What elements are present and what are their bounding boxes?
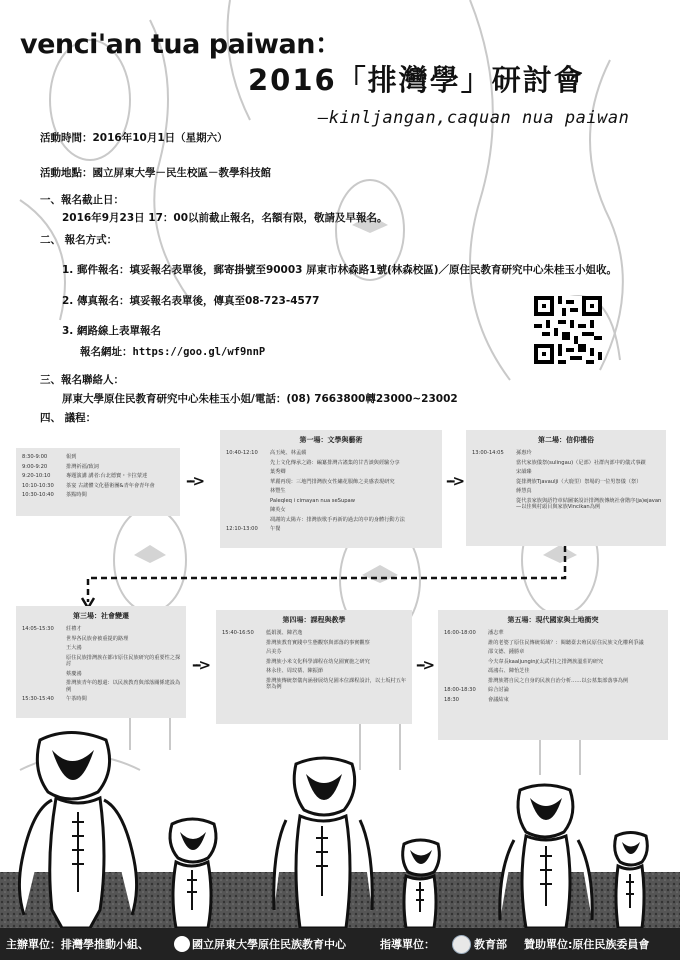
ministry-logo-icon [452,935,471,954]
agenda-row: 蔣慧真 [516,488,532,494]
agenda-row: Paleqleq i cimayan nua seSupaw [270,497,355,504]
contact-text: 屏東大學原住民教育研究中心朱桂玉小姐/電話：(08) 7663800轉23000~23002 [62,393,458,405]
contact-heading: 三、報名聯絡人： [40,374,124,386]
agenda-row: 蔡慶鴻 [66,670,82,677]
agenda-row: 12:10-13:00 午餐 [226,526,281,532]
agenda-row: 10:40-12:10 高玉純、林孟蘋 [226,450,307,456]
method-fax: 2. 傳真報名：填妥報名表單後，傳真至08-723-4577 [62,295,320,307]
agenda-opening-box [16,448,180,516]
agenda-row: 15:40-16:50 藍娟漢、陳君逸 [222,630,303,636]
session4-title: 第四場：課程與教學 [282,616,346,624]
paiwan-figures-illustration [0,720,680,928]
title-line2: 2016「排灣學」研討會 [248,63,585,97]
agenda-row: 18:00-18:30 綜合討論 [444,687,509,693]
agenda-row: 宋韻臻 [516,469,532,475]
agenda-rows [16,454,180,502]
session1-title: 第一場：文學與藝術 [299,436,363,444]
footer-guide: 指導單位： [380,938,435,951]
agenda-row: 8:30-9:00 報到 [22,454,77,460]
agenda-row: 9:00-9:20 排灣祈福/致詞 [22,463,99,470]
agenda-row: 排灣族小米文化科學課程在幼兒園實施之研究 [266,658,370,665]
agenda-row: 葉秀卿 [270,469,286,475]
session2-title: 第二場：信仰禮俗 [538,436,594,444]
agenda-row: 陳英女 [270,507,286,513]
agenda-row: 凋謝的太陽卉：排灣族歌手再新的過去的中的身體行動方法 [270,516,405,523]
agenda-row: 排灣族教育實踐中生態觀察與部落的事實觀察 [266,639,370,646]
agenda-row: 王大鴻 [66,645,82,651]
footer-center: 國立屏東大學原住民族教育中心 [192,938,346,951]
agenda-row: 當代家族儀祭(sulingau)（足部）社群內部中的儀式事蹟 [516,459,646,466]
agenda-session2-box [466,430,666,546]
agenda-row: 林豐生 [270,488,286,494]
agenda-row: 16:00-18:00 潘志華 [444,630,504,636]
university-logo-icon [174,936,190,952]
agenda-row: 排灣族青年的想還：以民族教育與部落關係建設為例 [66,680,181,693]
agenda-row: 排灣族傳統祭儀內涵發展幼兒園本位課程設計，以土坂村五年祭為例 [266,677,407,690]
event-time: 活動時間：2016年10月1日（星期六） [40,132,228,144]
agenda-row: 10:10-10:30 茶宴 古謠體文化藝術團&青年會青年會 [22,482,155,489]
flow-arrow-icon: --> [186,472,203,490]
agenda-row: 15:30-15:40 午茶時間 [22,696,87,702]
agenda-row: 邵文德、鍾勝章 [488,649,525,655]
method-mail: 1. 郵件報名：填妥報名表單後，郵寄掛號至90003 屏東市林森路1號(林森校區)／原住民教育研究中心朱桂玉小姐收。 [62,264,618,276]
method-heading: 二、 報名方式： [40,234,118,246]
agenda-row: 排灣族將自民之自身的民族自治分析……以公墓集部落事為例 [488,677,629,684]
agenda-row: 從代表家族與語符章結圖案設計排灣族傳統社會階序(ja)ejavan—以佳興村頭目與家族Vincikan為例 [516,497,662,510]
agenda-row: 10:30-10:40 茶點時間 [22,492,87,498]
agenda-row: 14:05-15:30 莊禮才 [22,626,82,632]
event-place: 活動地點：國立屏東大學－民生校區－教學科技館 [40,167,271,179]
footer-sponsor: 贊助單位:原住民族委員會 [524,938,650,951]
flow-arrow-icon: --> [446,472,463,490]
agenda-row: 今夫韋長kaaljunginj(太武村)之排灣族溫莊的研究 [488,658,604,665]
deadline-text: 2016年9月23日 17：00以前截止報名，名額有限，敬請及早報名。 [62,212,388,224]
url-label: 報名網址： [80,346,133,358]
registration-url-link[interactable]: https://goo.gl/wf9nnP [132,346,266,358]
agenda-session3-box [16,606,186,718]
agenda-row: 從排灣族Tjavaulji（大鹿里）祭場的一位男祭儀（祭） [516,478,642,485]
footer-bar [0,928,680,960]
agenda-row: 華麗再現：三地門排灣族女性繡花服飾之美感表現研究 [270,478,395,485]
footer-ministry: 教育部 [474,938,507,951]
flow-arrow-icon: --> [192,656,209,674]
agenda-row: 先上文化傳承之路：編纂排灣古謠集的甘苦談與經驗分享 [270,459,400,466]
title-subtitle: —kinljangan,caquan nua paiwan [318,108,630,128]
agenda-row: 13:00-14:05 孫惠玲 [472,450,532,456]
method-online: 3. 網路線上表單報名 [62,325,161,337]
session5-title: 第五場：現代國家與土地衝突 [507,616,599,624]
agenda-row: 呂美芬 [266,649,282,655]
agenda-row: 9:20-10:10 專題演講 講者:台北德寶・卡拉蒙達 [22,473,148,479]
agenda-session4-box [216,610,412,724]
agenda-row: 原住民族排灣族在都市原住民族研究的重要性之探討 [66,654,181,667]
deadline-heading: 一、報名截止日： [40,194,124,206]
agenda-session1-box [220,430,442,548]
flow-connector-arrow-icon [80,544,570,610]
agenda-row: 18:30 會議結束 [444,696,509,703]
agenda-row: 林永佳、周玟蒨、陳振節 [266,668,324,674]
agenda-row: 世界各民族會被重提的路理 [66,635,129,642]
title-line1: venci'an tua paiwan： [20,29,342,60]
flow-arrow-icon: --> [416,656,433,674]
session3-title: 第三場：社會變遷 [73,612,129,620]
url-line [80,344,265,359]
qr-code-icon[interactable] [534,296,602,364]
agenda-row: 馮鴻右、陳怡芝佳 [488,668,530,674]
footer-organizer: 主辦單位：排灣學推動小組、 [6,938,149,951]
agenda-row: 誰的老婆了原住民傳統領域？：閱聽臺去殖民原住民族文化權利爭議 [488,639,644,646]
agenda-heading: 四、 議程： [40,412,97,424]
